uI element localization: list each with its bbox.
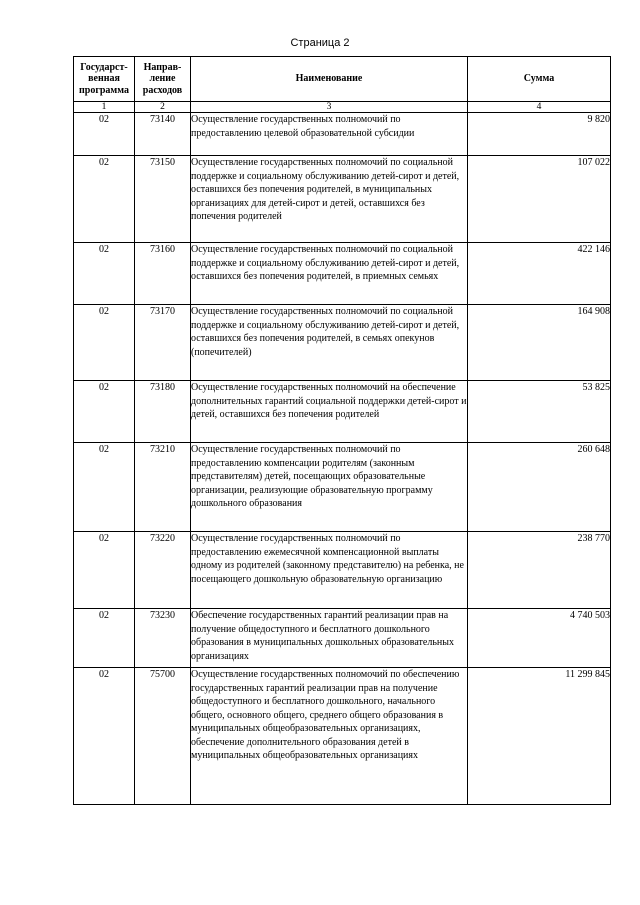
direction-code: 73170 [135,305,191,381]
program-code: 02 [74,609,135,668]
direction-code: 73210 [135,443,191,532]
direction-code: 75700 [135,668,191,805]
table-row [74,113,611,156]
program-code: 02 [74,243,135,305]
expense-name: Осуществление государственных полномочий по социальной поддержке и социальному обслуживанию детей-сирот и детей, оставшихся без попечения родителей, в приемных семьях [191,243,468,305]
direction-code: 73180 [135,381,191,443]
direction-code: 73160 [135,243,191,305]
table-row [74,532,611,609]
budget-table [73,56,611,805]
column-header-program: Государст-венная программа [74,57,135,102]
column-number: 1 [74,102,135,113]
program-code: 02 [74,156,135,243]
program-code: 02 [74,443,135,532]
table-row [74,243,611,305]
column-header-name: Наименование [191,57,468,102]
program-code: 02 [74,532,135,609]
expense-name: Осуществление государственных полномочий по социальной поддержке и социальному обслуживанию детей-сирот и детей, оставшихся без попечения родителей, в муниципальных организациях для детей-сирот и детей, оставшихся без попечения родителей [191,156,468,243]
column-header-amount: Сумма [468,57,611,102]
column-number: 3 [191,102,468,113]
direction-code: 73140 [135,113,191,156]
expense-amount: 238 770 [468,532,611,609]
expense-amount: 9 820 [468,113,611,156]
column-number: 4 [468,102,611,113]
column-number-row [74,102,611,113]
program-code: 02 [74,113,135,156]
expense-amount: 11 299 845 [468,668,611,805]
direction-code: 73150 [135,156,191,243]
expense-name: Осуществление государственных полномочий по предоставлению целевой образовательной субсидии [191,113,468,156]
table-row [74,668,611,805]
table-row [74,305,611,381]
expense-amount: 164 908 [468,305,611,381]
expense-amount: 4 740 503 [468,609,611,668]
program-code: 02 [74,381,135,443]
expense-amount: 422 146 [468,243,611,305]
expense-name: Осуществление государственных полномочий по обеспечению государственных гарантий реализации прав на получение общедоступного и бесплатного дошкольного, начального общего, основного общего, среднего общего образования в муниципальных общеобразовательных организациях, обеспечение дополнительного образования детей в муниципальных общеобразовательных организациях [191,668,468,805]
column-header-direction: Направ-ление расходов [135,57,191,102]
expense-amount: 53 825 [468,381,611,443]
expense-name: Осуществление государственных полномочий по социальной поддержке и социальному обслуживанию детей-сирот и детей, оставшихся без попечения родителей, в семьях опекунов (попечителей) [191,305,468,381]
expense-amount: 260 648 [468,443,611,532]
expense-name: Обеспечение государственных гарантий реализации прав на получение общедоступного и бесплатного дошкольного образования в муниципальных дошкольных образовательных организациях [191,609,468,668]
page-label: Страница 2 [290,37,350,49]
expense-name: Осуществление государственных полномочий по предоставлению компенсации родителям (законным представителям) детей, посещающих образовательные организации, реализующие образовательную программу дошкольного образования [191,443,468,532]
expense-name: Осуществление государственных полномочий по предоставлению ежемесячной компенсационной выплаты одному из родителей (законному представителю) на ребенка, не посещающего дошкольную образовательную организацию [191,532,468,609]
table-row [74,609,611,668]
program-code: 02 [74,305,135,381]
table-row [74,443,611,532]
expense-name: Осуществление государственных полномочий на обеспечение дополнительных гарантий социальной поддержки детей-сирот и детей, оставшихся без попечения родителей [191,381,468,443]
direction-code: 73230 [135,609,191,668]
expense-amount: 107 022 [468,156,611,243]
table-row [74,156,611,243]
program-code: 02 [74,668,135,805]
table-row [74,381,611,443]
direction-code: 73220 [135,532,191,609]
column-number: 2 [135,102,191,113]
table-header-row [74,57,611,102]
